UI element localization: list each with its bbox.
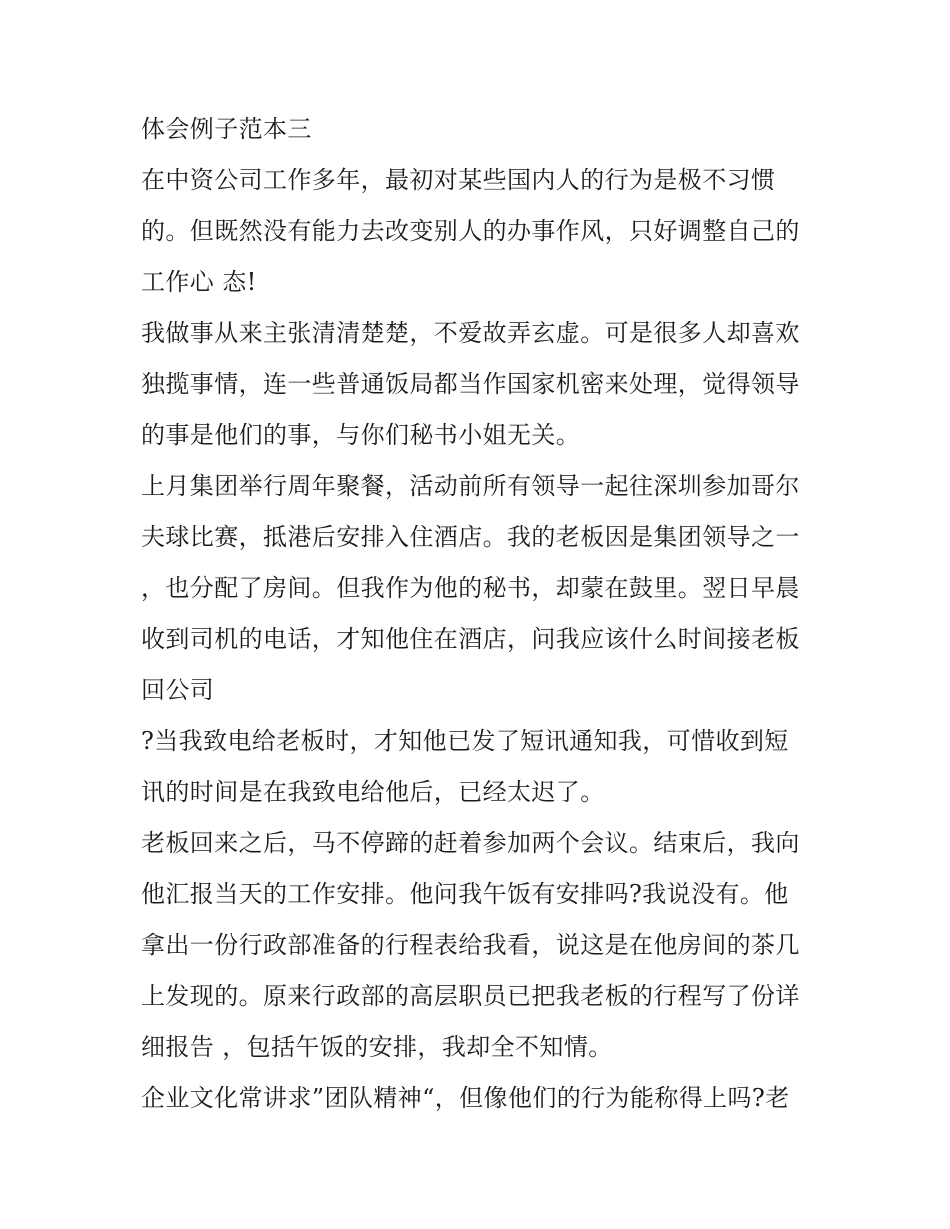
text-line: ，也分配了房间。但我作为他的秘书，却蒙在鼓里。翌日早晨 bbox=[141, 574, 800, 602]
text-line: 的。但既然没有能力去改变别人的办事作风，只好调整自己的 bbox=[141, 217, 800, 245]
text-line: 老板回来之后，马不停蹄的赶着参加两个会议。结束后，我向 bbox=[141, 829, 800, 857]
document-title: 体会例子范本三 bbox=[141, 115, 312, 143]
text-line: 他汇报当天的工作安排。他问我午饭有安排吗?我说没有。他 bbox=[141, 880, 789, 908]
text-line: ?当我致电给老板时，才知他已发了短讯通知我，可惜收到短 bbox=[141, 727, 789, 755]
text-line: 的事是他们的事，与你们秘书小姐无关。 bbox=[141, 421, 581, 449]
text-line: 收到司机的电话，才知他住在酒店，问我应该什么时间接老板 bbox=[141, 625, 800, 653]
text-line: 上月集团举行周年聚餐，活动前所有领导一起往深圳参加哥尔 bbox=[141, 472, 800, 500]
text-line: 我做事从来主张清清楚楚，不爱故弄玄虚。可是很多人却喜欢 bbox=[141, 319, 800, 347]
text-line: 拿出一份行政部准备的行程表给我看，说这是在他房间的茶几 bbox=[141, 931, 800, 959]
text-line: 工作心 态! bbox=[141, 268, 257, 296]
text-line: 在中资公司工作多年，最初对某些国内人的行为是极不习惯 bbox=[141, 166, 776, 194]
text-line: 上发现的。原来行政部的高层职员已把我老板的行程写了份详 bbox=[141, 982, 800, 1010]
text-line: 讯的时间是在我致电给他后，已经太迟了。 bbox=[141, 778, 605, 806]
text-line: 回公司 bbox=[141, 676, 215, 704]
text-line: 细报告 ，包括午饭的安排，我却全不知情。 bbox=[141, 1033, 613, 1061]
document-body bbox=[141, 108, 821, 1128]
text-line: 企业文化常讲求”团队精神“，但像他们的行为能称得上吗?老 bbox=[141, 1084, 790, 1112]
text-line: 夫球比赛，抵港后安排入住酒店。我的老板因是集团领导之一 bbox=[141, 523, 800, 551]
text-line: 独揽事情，连一些普通饭局都当作国家机密来处理，觉得领导 bbox=[141, 370, 800, 398]
